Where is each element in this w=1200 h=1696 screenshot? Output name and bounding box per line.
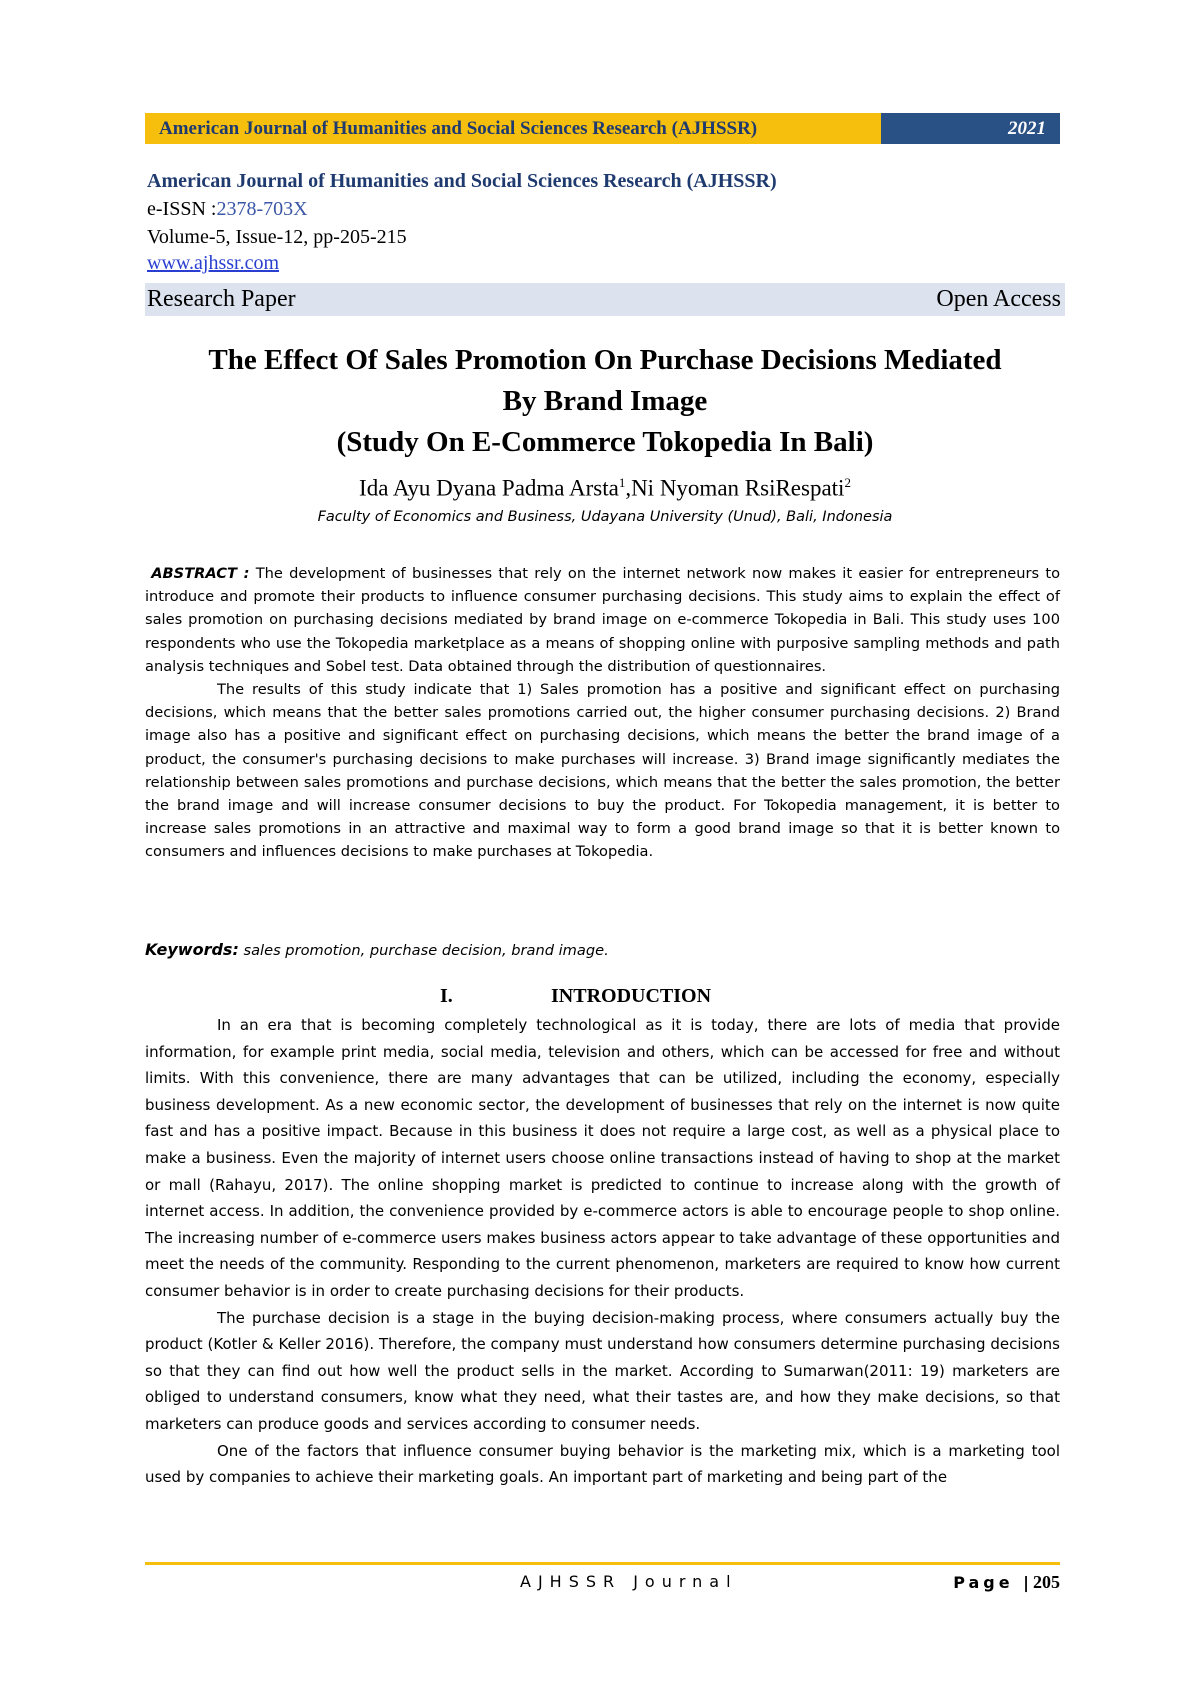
abstract-paragraph-2: The results of this study indicate that 1) Sales promotion has a positive and significant effect on purchasing decisions, which means that the better sales promotions carried out, the higher consumer purchasing decisions. 2) Brand image also has a positive and significant effect on purchasing decisions, which means the better the brand image of a product, the consumer's purchasing decisions to make purchases will increase. 3) Brand image significantly mediates the relationship between sales promotions and purchase decisions, which means that the better the sales promotion, the better the brand image and will increase consumer decisions to buy the product. For Tokopedia management, it is better to increase sales promotions in an attractive and maximal way to form a good brand image so that it is better known to consumers and influences decisions to make purchases at Tokopedia.	[145, 681, 1060, 861]
author-1-affil-mark: 1	[618, 475, 626, 490]
introduction-body	[145, 1012, 1060, 1491]
title-block	[145, 340, 1065, 525]
open-access-label: Open Access	[936, 286, 1061, 312]
abstract-label: ABSTRACT :	[151, 565, 250, 582]
affiliation: Faculty of Economics and Business, Udayana University (Unud), Bali, Indonesia	[317, 508, 893, 525]
section-title: INTRODUCTION	[551, 985, 712, 1007]
volume-issue: Volume-5, Issue-12, pp-205-215	[147, 226, 407, 248]
section-number: I.	[440, 985, 453, 1007]
running-header	[145, 113, 1060, 144]
title-line-3: (Study On E-Commerce Tokopedia In Bali)	[336, 426, 874, 458]
body-paragraph-1: In an era that is becoming completely technological as it is today, there are lots of media that provide information, for example print media, social media, television and others, which can be accessed for free and without limits. With this convenience, there are many advantages that can be utilized, including the economy, especially business development. As a new economic sector, the development of businesses that rely on the internet is now quite fast and has a positive impact. Because in this business it does not require a large cost, as well as a physical place to make a business. Even the majority of internet users choose online transactions instead of having to shop at the market or mall (Rahayu, 2017). The online shopping market is predicted to continue to increase along with the growth of internet access. In addition, the convenience provided by e-commerce actors is able to encourage people to shop online. The increasing number of e-commerce users makes business actors appear to take advantage of these opportunities and meet the needs of the community. Responding to the current phenomenon, marketers are required to know how current consumer behavior is in order to create purchasing decisions for their products.	[145, 1016, 1060, 1300]
page-footer	[145, 1572, 1060, 1596]
author-1: Ida Ayu Dyana Padma Arsta	[359, 475, 619, 501]
masthead	[147, 167, 1067, 275]
issn-value: 2378-703X	[216, 198, 308, 220]
abstract-paragraph-1	[145, 562, 1060, 678]
footer-page	[953, 1572, 1060, 1593]
keywords-label: Keywords:	[145, 940, 239, 959]
title-line-2: By Brand Image	[502, 385, 708, 417]
footer-rule	[145, 1562, 1060, 1565]
footer-journal: AJHSSR Journal	[520, 1572, 738, 1591]
running-header-journal: American Journal of Humanities and Social Sciences Research (AJHSSR)	[145, 113, 881, 144]
footer-page-label: Page |	[953, 1573, 1033, 1592]
abstract	[145, 562, 1060, 864]
issn-label: e-ISSN :	[147, 198, 217, 220]
journal-website-link[interactable]: www.ajhssr.com	[147, 252, 280, 274]
keywords-value: sales promotion, purchase decision, brand image.	[243, 942, 609, 959]
paper-type: Research Paper	[147, 286, 296, 312]
paper-title	[145, 340, 1065, 463]
body-paragraph-3: One of the factors that influence consumer buying behavior is the marketing mix, which is a marketing tool used by companies to achieve their marketing goals. An important part of marketing and being part of the	[145, 1441, 1060, 1487]
body-paragraph-2: The purchase decision is a stage in the buying decision-making process, where consumers actually buy the product (Kotler & Keller 2016). Therefore, the company must understand how consumers determine purchasing decisions so that they can find out how well the product sells in the market. According to Sumarwan(2011: 19) marketers are obliged to understand consumers, know what they need, what their tastes are, and how they make decisions, so that marketers can produce goods and services according to consumer needs.	[145, 1308, 1060, 1433]
author-separator: ,	[625, 475, 632, 501]
footer-page-number: 205	[1033, 1572, 1060, 1592]
author-2: Ni Nyoman RsiRespati	[631, 475, 845, 501]
author-list	[145, 467, 1065, 505]
running-header-year: 2021	[881, 113, 1060, 144]
journal-name: American Journal of Humanities and Social Sciences Research (AJHSSR)	[147, 170, 777, 192]
issn	[147, 195, 1067, 223]
author-2-affil-mark: 2	[844, 475, 851, 490]
abstract-text-1: The development of businesses that rely on the internet network now makes it easier for entrepreneurs to introduce and promote their products to influence consumer purchasing decisions. This study aims to explain the effect of sales promotion on purchasing decisions mediated by brand image on e-commerce Tokopedia in Bali. This study uses 100 respondents who use the Tokopedia marketplace as a means of shopping online with purposive sampling methods and path analysis techniques and Sobel test. Data obtained through the distribution of questionnaires.	[145, 565, 1060, 675]
keywords	[145, 940, 609, 959]
paper-type-bar	[145, 283, 1065, 316]
title-line-1: The Effect Of Sales Promotion On Purchase Decisions Mediated	[208, 344, 1002, 376]
